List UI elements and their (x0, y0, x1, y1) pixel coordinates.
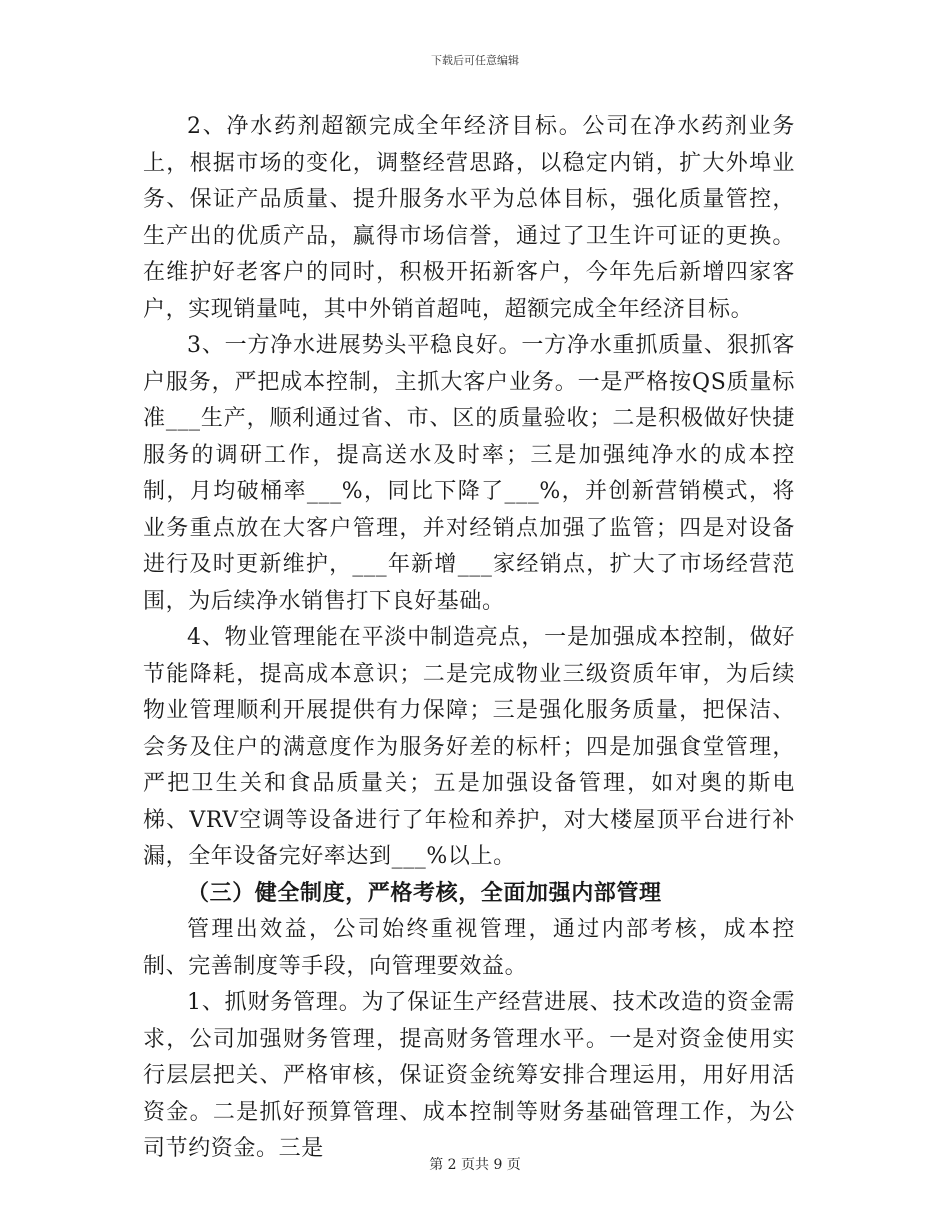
section-heading: （三）健全制度，严格考核，全面加强内部管理 (187, 880, 662, 906)
paragraph-management-intro: 管理出效益，公司始终重视管理，通过内部考核，成本控制、完善制度等手段，向管理要效益。 (143, 917, 795, 979)
paragraph-finance-management: 1、抓财务管理。为了保证生产经营进展、技术改造的资金需求，公司加强财务管理，提高财务管理水平。一是对资金使用实行层层把关、严格审核，保证资金统筹安排合理运用，用好用活资金。二是抓好预算管理、成本控制等财务基础管理工作，为公司节约资金。三是 (143, 990, 795, 1161)
page-footer: 第 2 页共 9 页 (429, 1157, 521, 1173)
paragraph-yifang-water: 3、一方净水进展势头平稳良好。一方净水重抓质量、狠抓客户服务，严把成本控制，主抓大客户业务。一是严格按QS质量标准___生产，顺利通过省、市、区的质量验收；二是积极做好快捷服务的调研工作，提高送水及时率；三是加强纯净水的成本控制，月均破桶率___%，同比下降了___%，并创新营销模式，将业务重点放在大客户管理，并对经销点加强了监管；四是对设备进行及时更新维护，___年新增___家经销点，扩大了市场经营范围，为后续净水销售打下良好基础。 (143, 333, 795, 614)
page-header: 下载后可任意编辑 (431, 54, 519, 67)
paragraph-property-management: 4、物业管理能在平淡中制造亮点，一是加强成本控制，做好节能降耗，提高成本意识；二是完成物业三级资质年审，为后续物业管理顺利开展提供有力保障；三是强化服务质量，把保洁、会务及住户的满意度作为服务好差的标杆；四是加强食堂管理，严把卫生关和食品质量关；五是加强设备管理，如对奥的斯电梯、VRV空调等设备进行了年检和养护，对大楼屋顶平台进行补漏，全年设备完好率达到___%以上。 (143, 625, 795, 869)
paragraph-water-agent: 2、净水药剂超额完成全年经济目标。公司在净水药剂业务上，根据市场的变化，调整经营思路，以稳定内销，扩大外埠业务、保证产品质量、提升服务水平为总体目标，强化质量管控，生产出的优质产品，赢得市场信誉，通过了卫生许可证的更换。在维护好老客户的同时，积极开拓新客户，今年先后新增四家客户，实现销量吨，其中外销首超吨，超额完成全年经济目标。 (143, 114, 795, 322)
document-body (143, 109, 795, 1168)
